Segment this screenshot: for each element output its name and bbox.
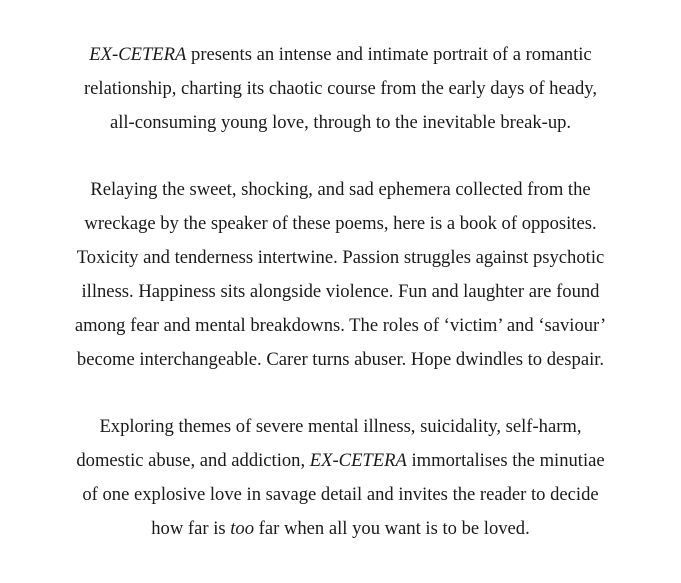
text-line [40,512,641,546]
text-segment: how far is [151,518,231,539]
text-line [40,241,641,275]
text-segment: Relaying the sweet, shocking, and sad ephemera collected from the [90,179,591,200]
italic-text-segment: too [230,518,255,539]
text-line [40,343,641,377]
text-segment: of one explosive love in savage detail and invites the reader to decide [82,484,599,505]
text-line [40,173,641,207]
blurb-paragraph-intro [40,38,641,140]
blurb-paragraph-themes [40,410,641,546]
text-line [40,275,641,309]
text-line [40,38,641,72]
text-segment: presents an intense and intimate portrait of a romantic [186,44,592,65]
text-segment: relationship, charting its chaotic course from the early days of heady, [83,78,598,99]
text-segment: immortalises the minutiae [406,450,605,471]
text-segment: far when all you want is to be loved. [254,518,530,539]
text-segment: among fear and mental breakdowns. The roles of ‘victim’ and ‘saviour’ [74,315,607,336]
text-segment: domestic abuse, and addiction, [76,450,310,471]
text-line [40,410,641,444]
text-line [40,106,641,140]
text-segment: Exploring themes of severe mental illness, suicidality, self-harm, [99,416,582,437]
text-line [40,309,641,343]
italic-text-segment: EX-CETERA [309,450,407,471]
text-segment: illness. Happiness sits alongside violence. Fun and laughter are found [81,281,600,302]
text-line [40,444,641,478]
text-segment: become interchangeable. Carer turns abuser. Hope dwindles to despair. [76,349,605,370]
text-segment: wreckage by the speaker of these poems, here is a book of opposites. [84,213,597,234]
text-line [40,478,641,512]
italic-text-segment: EX-CETERA [89,44,187,65]
text-segment: all-consuming young love, through to the inevitable break-up. [109,112,572,133]
blurb-paragraph-opposites [40,173,641,377]
text-segment: Toxicity and tenderness intertwine. Passion struggles against psychotic [76,247,605,268]
text-line [40,72,641,106]
text-line [40,207,641,241]
